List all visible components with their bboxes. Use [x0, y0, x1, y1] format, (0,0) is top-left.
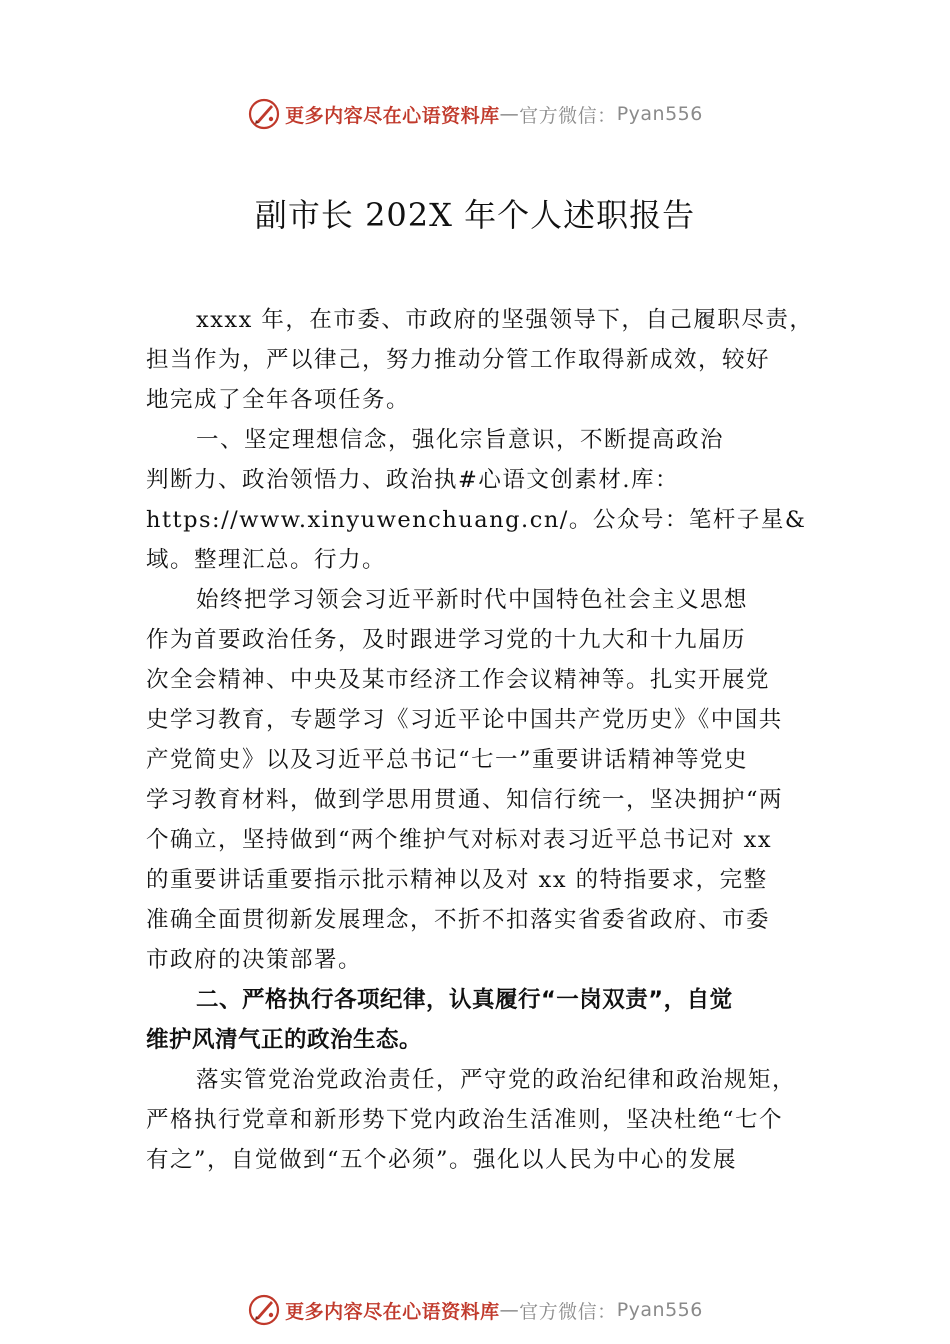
- wechat-handle: Pyan556: [616, 103, 703, 125]
- body-line: 学习教育材料，做到学思用贯通、知信行统一，坚决拥护“两: [146, 787, 784, 813]
- body-line: 始终把学习领会习近平新时代中国特色社会主义思想: [196, 587, 749, 613]
- body-line: 市政府的决策部署。: [146, 947, 363, 973]
- body-line: xxxx 年，在市委、市政府的坚强领导下，自己履职尽责，: [196, 307, 814, 333]
- wechat-label: 官方微信：: [519, 1300, 617, 1323]
- banner-dash: —: [499, 1299, 520, 1321]
- body-line: 有之”，自觉做到“五个必须”。强化以人民为中心的发展: [146, 1147, 738, 1173]
- wechat-label: 官方微信：: [519, 104, 617, 127]
- body-line: 一、坚定理想信念，强化宗旨意识，不断提高政治: [196, 427, 725, 453]
- footer-watermark-banner: [0, 1290, 950, 1330]
- body-line: 域。整理汇总。行力。: [146, 547, 387, 573]
- section-heading: 二、严格执行各项纪律，认真履行“一岗双责”，自觉: [196, 987, 733, 1013]
- quill-pen-logo-icon: [247, 1293, 281, 1327]
- body-line: 地完成了全年各项任务。: [146, 387, 411, 413]
- wechat-handle: Pyan556: [616, 1299, 703, 1321]
- document-body: [146, 300, 834, 1180]
- body-line: 严格执行党章和新形势下党内政治生活准则，坚决杜绝“七个: [146, 1107, 784, 1133]
- document-title: 副市长 202X 年个人述职报告: [254, 196, 696, 234]
- body-line: 落实管党治党政治责任，严守党的政治纪律和政治规矩，: [196, 1067, 797, 1093]
- header-watermark-banner: [0, 94, 950, 134]
- body-line: 产党简史》以及习近平总书记“七一”重要讲话精神等党史: [146, 747, 749, 773]
- section-heading: 维护风清气正的政治生态。: [146, 1027, 423, 1053]
- body-line: 判断力、政治领悟力、政治执#心语文创素材.库：: [146, 467, 680, 493]
- body-line: 个确立，坚持做到“两个维护气对标对表习近平总书记对 xx: [146, 827, 773, 853]
- banner-dash: —: [499, 103, 520, 125]
- brand-text: 更多内容尽在心语资料库: [285, 104, 500, 127]
- body-line: 作为首要政治任务，及时跟进学习党的十九大和十九届历: [146, 627, 747, 653]
- body-line: 担当作为，严以律己，努力推动分管工作取得新成效，较好: [146, 347, 771, 373]
- body-line: 的重要讲话重要指示批示精神以及对 xx 的特指要求，完整: [146, 867, 768, 893]
- quill-pen-logo-icon: [247, 97, 281, 131]
- body-line: 次全会精神、中央及某市经济工作会议精神等。扎实开展党: [146, 667, 771, 693]
- body-line: 史学习教育，专题学习《习近平论中国共产党历史》《中国共: [146, 707, 783, 733]
- body-line-url: https://www.xinyuwenchuang.cn/。公众号：笔杆子星&: [146, 507, 807, 533]
- brand-text: 更多内容尽在心语资料库: [285, 1300, 500, 1323]
- body-line: 准确全面贯彻新发展理念，不折不扣落实省委省政府、市委: [146, 907, 771, 933]
